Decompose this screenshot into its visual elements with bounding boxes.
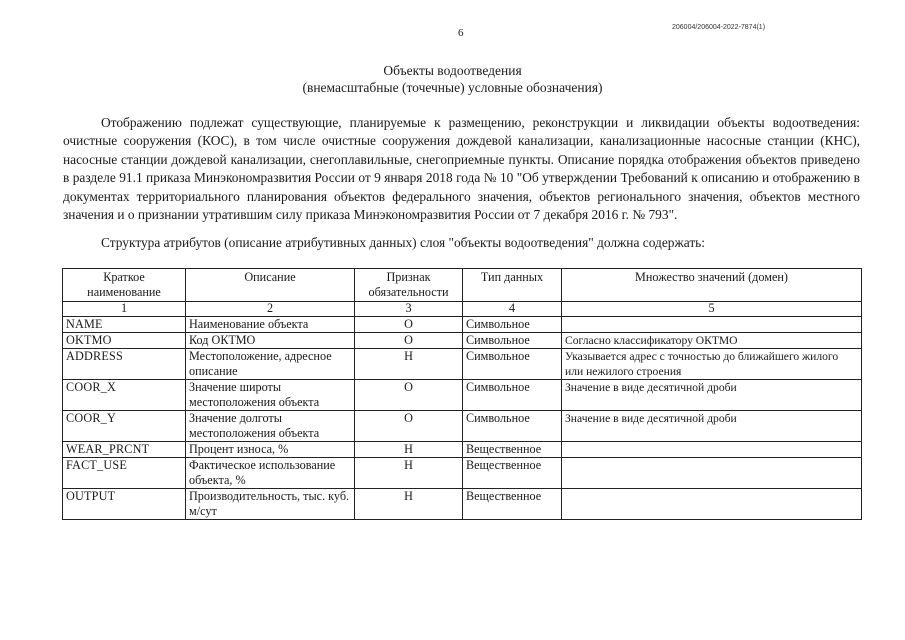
cell-code: NAME [63, 317, 186, 333]
cell-type: Символьное [463, 333, 562, 349]
header-data-type: Тип данных [463, 269, 562, 302]
cell-type: Вещественное [463, 489, 562, 520]
cell-code: WEAR_PRCNT [63, 442, 186, 458]
cell-code: OKTMO [63, 333, 186, 349]
cell-description: Значение широты местоположения объекта [186, 380, 355, 411]
cell-type: Вещественное [463, 442, 562, 458]
column-number: 3 [355, 302, 463, 317]
cell-domain [562, 458, 862, 489]
cell-type: Вещественное [463, 458, 562, 489]
column-number: 1 [63, 302, 186, 317]
cell-domain [562, 442, 862, 458]
table-header-row [63, 269, 862, 302]
cell-domain: Указывается адрес с точностью до ближайшего жилого или нежилого строения [562, 349, 862, 380]
cell-required: О [355, 317, 463, 333]
table-row [63, 380, 862, 411]
structure-sentence: Структура атрибутов (описание атрибутивных данных) слоя "объекты водоотведения" должна содержать: [101, 235, 706, 250]
cell-domain [562, 489, 862, 520]
header-short-name: Краткое наименование [63, 269, 186, 302]
cell-required: Н [355, 489, 463, 520]
cell-type: Символьное [463, 411, 562, 442]
document-code: 206004/206004-2022-7874(1) [672, 24, 766, 31]
table-row [63, 442, 862, 458]
cell-code: OUTPUT [63, 489, 186, 520]
cell-domain: Значение в виде десятичной дроби [562, 411, 862, 442]
cell-code: COOR_X [63, 380, 186, 411]
cell-required: О [355, 380, 463, 411]
table-row [63, 317, 862, 333]
cell-type: Символьное [463, 317, 562, 333]
cell-code: ADDRESS [63, 349, 186, 380]
cell-domain: Значение в виде десятичной дроби [562, 380, 862, 411]
cell-required: О [355, 411, 463, 442]
cell-description: Код ОКТМО [186, 333, 355, 349]
table-row [63, 458, 862, 489]
page-number: 6 [458, 27, 464, 39]
table-row [63, 411, 862, 442]
cell-domain [562, 317, 862, 333]
body-paragraph: Отображению подлежат существующие, планируемые к размещению, реконструкции и ликвидации объекты водоотведения: очистные сооружения (КОС), в том числе очистные сооружения дождевой канализации, канализационные насосные станции (КНС), насосные станции дождевой канализации, снегоплавильные, снегоприемные пункты. Описание порядка отображения объектов приведено в разделе 91.1 приказа Минэкономразвития России от 9 января 2018 года № 10 "Об утверждении Требований к описанию и отображению в документах территориального планирования объектов федерального значения, объектов регионального значения, объектов местного значения и о признании утратившим силу приказа Минэкономразвития России от 7 декабря 2016 г. № 793". [63, 115, 860, 223]
table-row [63, 333, 862, 349]
cell-description: Фактическое использование объекта, % [186, 458, 355, 489]
cell-code: COOR_Y [63, 411, 186, 442]
header-description: Описание [186, 269, 355, 302]
cell-description: Наименование объекта [186, 317, 355, 333]
attributes-table [62, 268, 862, 520]
cell-domain: Согласно классификатору ОКТМО [562, 333, 862, 349]
cell-description: Значение долготы местоположения объекта [186, 411, 355, 442]
cell-type: Символьное [463, 380, 562, 411]
cell-required: Н [355, 458, 463, 489]
table-row [63, 489, 862, 520]
document-title: Объекты водоотведения [383, 63, 522, 78]
header-domain: Множество значений (домен) [562, 269, 862, 302]
table-row [63, 349, 862, 380]
cell-code: FACT_USE [63, 458, 186, 489]
table-number-row [63, 302, 862, 317]
cell-required: Н [355, 442, 463, 458]
column-number: 2 [186, 302, 355, 317]
column-number: 5 [562, 302, 862, 317]
document-subtitle: (внемасштабные (точечные) условные обозначения) [302, 80, 603, 95]
cell-required: Н [355, 349, 463, 380]
header-required: Признак обязательности [355, 269, 463, 302]
cell-description: Местоположение, адресное описание [186, 349, 355, 380]
cell-description: Производительность, тыс. куб. м/сут [186, 489, 355, 520]
cell-required: О [355, 333, 463, 349]
column-number: 4 [463, 302, 562, 317]
cell-description: Процент износа, % [186, 442, 355, 458]
cell-type: Символьное [463, 349, 562, 380]
